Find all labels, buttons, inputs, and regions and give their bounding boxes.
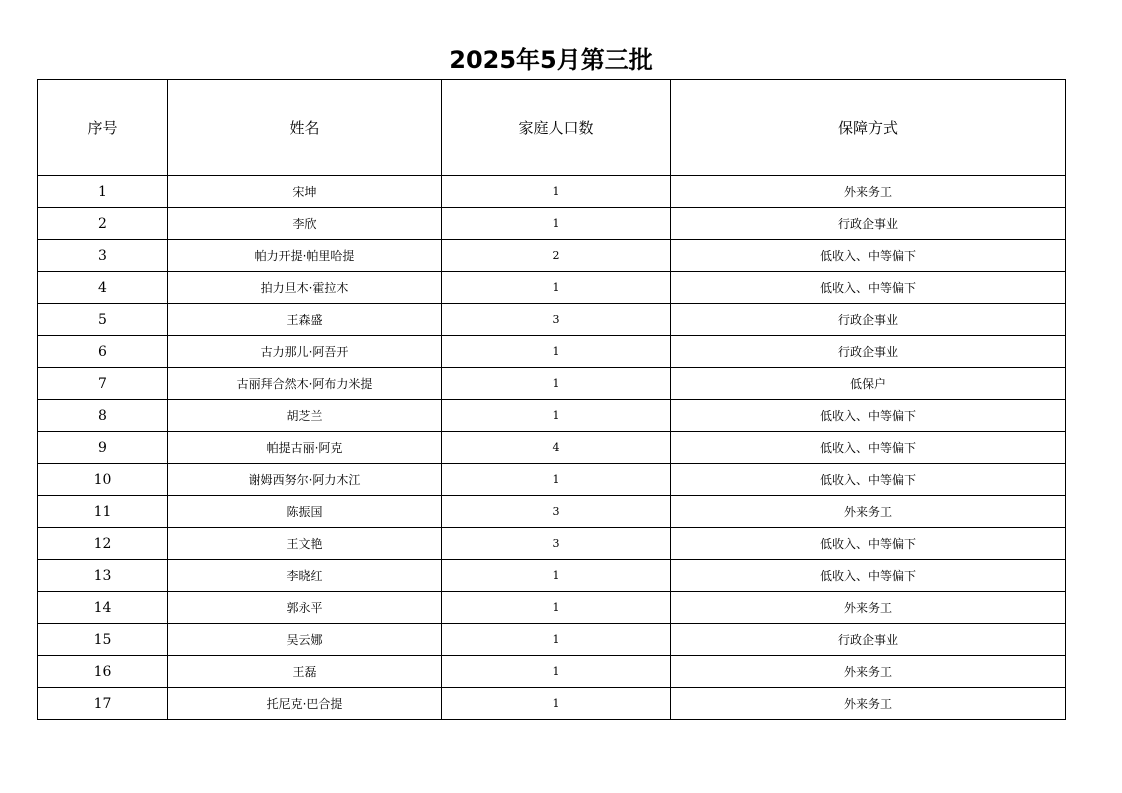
cell-support-type: 外来务工 — [671, 496, 1066, 528]
cell-household-size: 2 — [442, 240, 671, 272]
cell-support-type: 低收入、中等偏下 — [671, 560, 1066, 592]
cell-serial-number: 12 — [38, 528, 168, 560]
cell-serial-number: 9 — [38, 432, 168, 464]
cell-household-size: 1 — [442, 400, 671, 432]
cell-support-type: 低收入、中等偏下 — [671, 400, 1066, 432]
cell-support-type: 行政企事业 — [671, 208, 1066, 240]
cell-serial-number: 7 — [38, 368, 168, 400]
cell-support-type: 低保户 — [671, 368, 1066, 400]
cell-household-size: 1 — [442, 208, 671, 240]
cell-support-type: 低收入、中等偏下 — [671, 240, 1066, 272]
cell-support-type: 低收入、中等偏下 — [671, 464, 1066, 496]
cell-household-size: 1 — [442, 624, 671, 656]
cell-household-size: 3 — [442, 304, 671, 336]
cell-support-type: 低收入、中等偏下 — [671, 272, 1066, 304]
cell-support-type: 外来务工 — [671, 656, 1066, 688]
cell-serial-number: 16 — [38, 656, 168, 688]
cell-serial-number: 13 — [38, 560, 168, 592]
cell-name: 李欣 — [168, 208, 442, 240]
cell-support-type: 行政企事业 — [671, 336, 1066, 368]
cell-serial-number: 17 — [38, 688, 168, 720]
cell-name: 谢姆西努尔·阿力木江 — [168, 464, 442, 496]
cell-household-size: 1 — [442, 592, 671, 624]
table-row — [38, 688, 1066, 720]
table-row — [38, 368, 1066, 400]
cell-support-type: 外来务工 — [671, 176, 1066, 208]
cell-name: 吴云娜 — [168, 624, 442, 656]
cell-serial-number: 15 — [38, 624, 168, 656]
cell-household-size: 1 — [442, 368, 671, 400]
cell-serial-number: 4 — [38, 272, 168, 304]
cell-name: 王文艳 — [168, 528, 442, 560]
cell-name: 王磊 — [168, 656, 442, 688]
cell-serial-number: 14 — [38, 592, 168, 624]
cell-serial-number: 2 — [38, 208, 168, 240]
cell-household-size: 3 — [442, 496, 671, 528]
cell-name: 古丽拜合然木·阿布力米提 — [168, 368, 442, 400]
cell-household-size: 1 — [442, 336, 671, 368]
table-row — [38, 592, 1066, 624]
table-row — [38, 240, 1066, 272]
table-row — [38, 400, 1066, 432]
header-name: 姓名 — [168, 80, 442, 176]
header-support-type: 保障方式 — [671, 80, 1066, 176]
cell-household-size: 1 — [442, 560, 671, 592]
table-row — [38, 208, 1066, 240]
header-household-size: 家庭人口数 — [442, 80, 671, 176]
cell-name: 王森盛 — [168, 304, 442, 336]
page-title: 2025年5月第三批 — [449, 46, 653, 74]
table-row — [38, 624, 1066, 656]
cell-support-type: 低收入、中等偏下 — [671, 432, 1066, 464]
cell-household-size: 1 — [442, 688, 671, 720]
cell-name: 郭永平 — [168, 592, 442, 624]
cell-household-size: 1 — [442, 272, 671, 304]
cell-household-size: 1 — [442, 176, 671, 208]
cell-support-type: 低收入、中等偏下 — [671, 528, 1066, 560]
cell-name: 托尼克·巴合提 — [168, 688, 442, 720]
cell-name: 陈振国 — [168, 496, 442, 528]
table-row — [38, 496, 1066, 528]
cell-name: 拍力旦木·霍拉木 — [168, 272, 442, 304]
table-row — [38, 272, 1066, 304]
cell-household-size: 1 — [442, 656, 671, 688]
cell-serial-number: 1 — [38, 176, 168, 208]
cell-support-type: 外来务工 — [671, 688, 1066, 720]
table-row — [38, 336, 1066, 368]
cell-household-size: 1 — [442, 464, 671, 496]
table-row — [38, 560, 1066, 592]
cell-serial-number: 10 — [38, 464, 168, 496]
cell-name: 李晓红 — [168, 560, 442, 592]
table-row — [38, 528, 1066, 560]
cell-name: 宋坤 — [168, 176, 442, 208]
table-row — [38, 464, 1066, 496]
roster-table — [37, 79, 1066, 720]
cell-name: 帕力开提·帕里哈提 — [168, 240, 442, 272]
cell-name: 古力那儿·阿吾开 — [168, 336, 442, 368]
cell-household-size: 3 — [442, 528, 671, 560]
table-row — [38, 656, 1066, 688]
cell-serial-number: 11 — [38, 496, 168, 528]
table-row — [38, 176, 1066, 208]
cell-serial-number: 3 — [38, 240, 168, 272]
cell-support-type: 行政企事业 — [671, 624, 1066, 656]
cell-serial-number: 5 — [38, 304, 168, 336]
header-serial-number: 序号 — [38, 80, 168, 176]
table-row — [38, 432, 1066, 464]
cell-support-type: 行政企事业 — [671, 304, 1066, 336]
cell-support-type: 外来务工 — [671, 592, 1066, 624]
cell-name: 帕提古丽·阿克 — [168, 432, 442, 464]
cell-household-size: 4 — [442, 432, 671, 464]
header-row — [38, 80, 1066, 176]
cell-serial-number: 6 — [38, 336, 168, 368]
cell-name: 胡芝兰 — [168, 400, 442, 432]
table-row — [38, 304, 1066, 336]
cell-serial-number: 8 — [38, 400, 168, 432]
